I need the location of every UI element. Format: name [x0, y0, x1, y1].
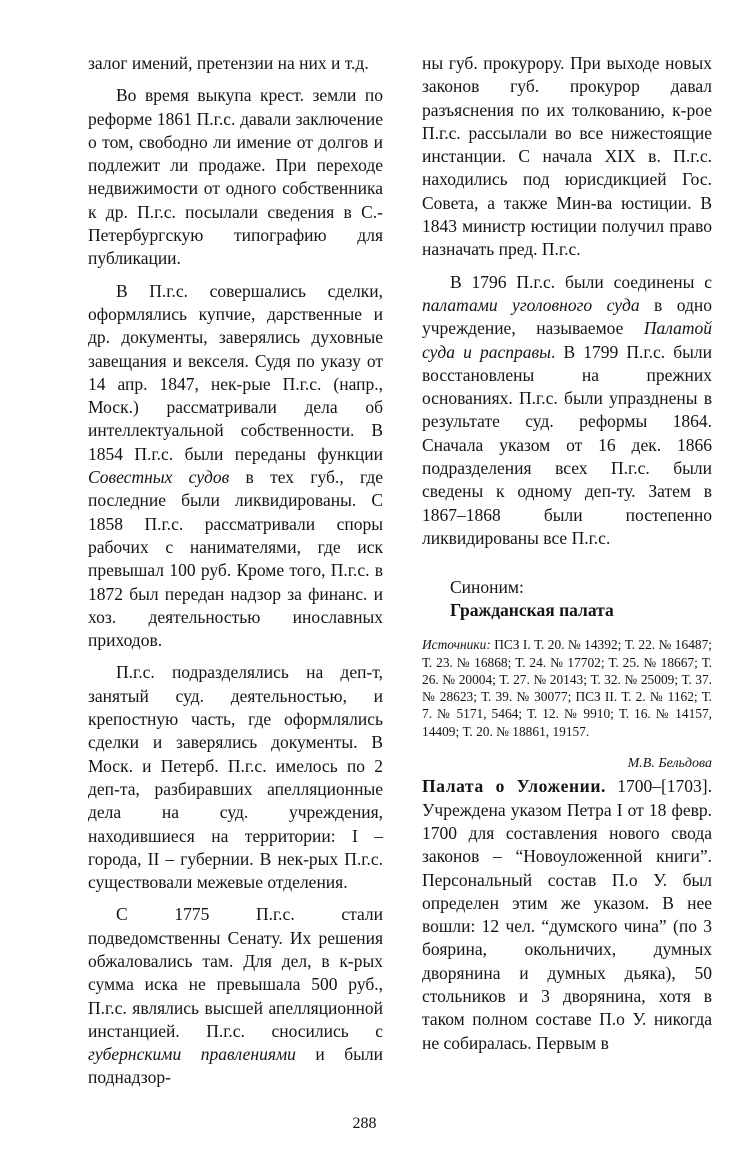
paragraph-left-3: В П.г.с. совершались сделки, оформлялись купчие, дарственные и др. документы, заверялись духовные завещания и векселя. Судя по указу от 14 апр. 1847, нек-рые П.г.с. (напр., Моск.) рассматривали дела об интеллектуальной собственности. В 1854 П.г.с. были переданы функции Совестных судов в тех губ., где последние были ликвидированы. С 1858 П.г.с. рассматривали споры рабочих с нанимателями, где иск превышал 100 руб. Кроме того, П.г.с. в 1872 был передан надзор за финанс. и хоз. деятельностью инославных приходов.	[88, 280, 383, 651]
entry-text: 1700–[1703]. Учреждена указом Петра I от 18 февр. 1700 для составления нового свода законов – “Новоуложенной книги”. Персональный состав П.о У. был определен этим же указом. В нее вошли: 12 чел. “думского чина” (по 3 боярина, окольничих, думных дворянина и думных дьяка), 50 стольников и 3 дворянина, хотя в таком полном составе П.о У. никогда не собиралась. Первым в	[422, 776, 713, 1053]
paragraph-right-2: В 1796 П.г.с. были соединены с палатами уголовного суда в одно учреждение, называемое Палатой суда и расправы. В 1799 П.г.с. были восстановлены на прежних основаниях. П.г.с. были упразднены в результате суд. реформы 1864. Сначала указом от 16 дек. 1866 подразделения всех П.г.с. были сведены к одному деп-ту. Затем в 1867–1868 были постепенно ликвидированы все П.г.с.	[422, 271, 712, 548]
left-column	[88, 52, 383, 1099]
synonym-block	[422, 576, 712, 622]
paragraph-right-1: ны губ. прокурору. При выходе новых законов губ. прокурор давал разъяснения по их толкованию, к-рое П.г.с. рассылали во все нижестоящие инстанции. С начала XIX в. П.г.с. находились под юрисдикцией Гос. Совета, а также Мин-ва юстиции. В 1843 министр юстиции получил право назначать пред. П.г.с.	[422, 53, 712, 260]
italic-term: губернскими правлениями	[88, 1044, 296, 1065]
entry-headword: Палата о Уложении.	[422, 776, 607, 797]
author-signature: М.В. Бельдова	[627, 756, 712, 772]
paragraph-left-2: Во время выкупа крест. земли по реформе 1861 П.г.с. давали заключение о том, свободно ли имение от долгов и подлежит ли продаже. При переходе недвижимости от одного собственника к др. П.г.с. посылали сведения в С.-Петербургскую типографию для публикации.	[88, 85, 383, 269]
synonym-label: Синоним:	[450, 577, 524, 598]
italic-term: палатами уголовного суда	[422, 294, 640, 315]
page-number: 288	[352, 1115, 377, 1132]
italic-term: Палатой суда и расправы	[422, 318, 712, 362]
sources-label: Источники:	[422, 637, 491, 653]
synonym-term: Гражданская палата	[450, 600, 614, 621]
paragraph-left-4: П.г.с. подразделялись на деп-т, занятый суд. деятельностью, и крепостную часть, где оформлялись сделки и заверялись документы. В Моск. и Петерб. П.г.с. имелось по 2 деп-та, разбиравших апелляционные дела на суд. учреждения, находившиеся на территории: I – города, II – губернии. В нек-рых П.г.с. существовали межевые отделения.	[88, 662, 383, 893]
sources-text: ПСЗ I. Т. 20. № 14392; Т. 22. № 16487; Т. 23. № 16868; Т. 24. № 17702; Т. 25. № 18667; Т. 26. № 20004; Т. 27. № 20143; Т. 32. № 25009; Т. 37. № 28623; Т. 39. № 30077; ПСЗ II. Т. 2. № 1162; Т. 7. № 5171, 5464; Т. 12. № 9910; Т. 16. № 14157, 14409; Т. 20. № 18861, 19157.	[422, 637, 712, 739]
sources-block	[422, 636, 712, 740]
paragraph-left-5: С 1775 П.г.с. стали подведомственны Сенату. Их решения обжаловались там. Для дел, в к-рых сумма иска не превышала 500 руб., П.г.с. являлись высшей апелляционной инстанцией. П.г.с. сносились с губернскими правлениями и были поднадзор-	[88, 904, 384, 1088]
italic-term: Совестных судов	[88, 467, 230, 488]
right-column	[422, 52, 712, 1064]
paragraph-left-1: залог имений, претензии на них и т.д.	[88, 53, 369, 73]
entry-palata-o-ulozhenii	[422, 775, 712, 1055]
